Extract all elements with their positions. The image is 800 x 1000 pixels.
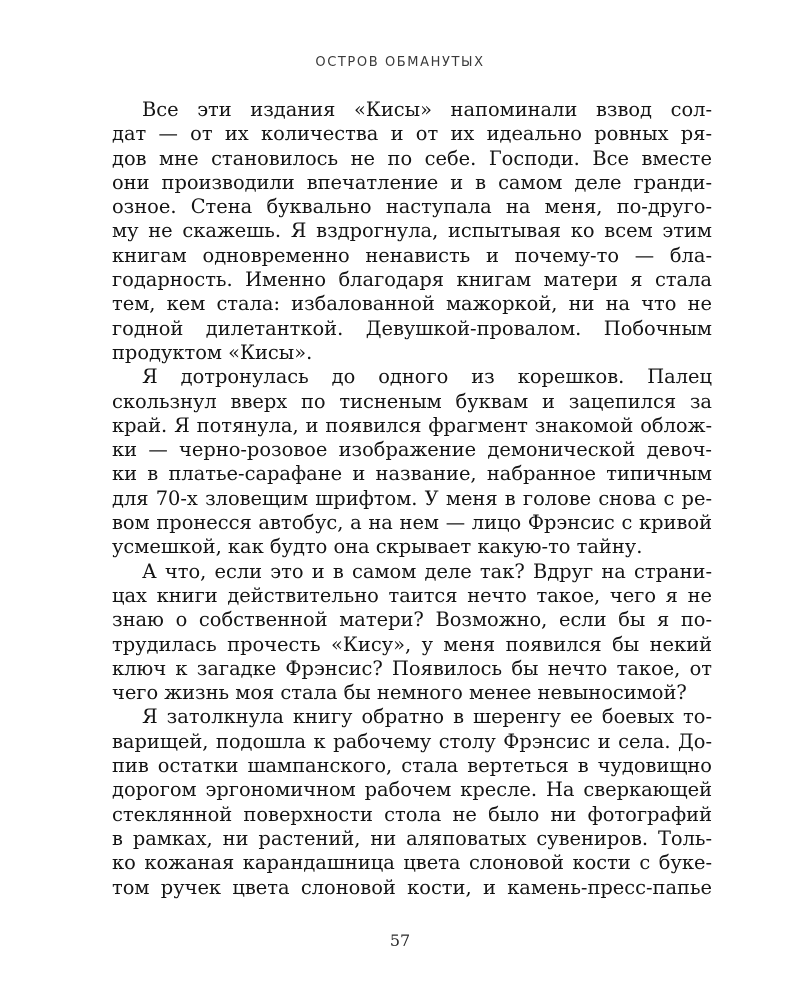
text-line: в рамках, ни растений, ни аляповатых сувениров. Толь- (112, 826, 712, 850)
text-line: усмешкой, как будто она скрывает какую-то тайну. (112, 535, 643, 559)
text-line: для 70-х зловещим шрифтом. У меня в голове снова с ре- (112, 486, 712, 510)
text-line: варищей, подошла к рабочему столу Фрэнсис и села. До- (112, 729, 712, 753)
text-line: Все эти издания «Кисы» напоминали взвод сол- (142, 98, 712, 121)
body-text (112, 98, 712, 900)
text-line: озное. Стена буквально наступала на меня, по-друго- (112, 195, 712, 219)
text-line: скользнул вверх по тисненым буквам и зацепился за (112, 389, 712, 413)
text-line: пив остатки шампанского, стала вертеться в чудовищно (112, 754, 712, 778)
text-line: трудилась прочесть «Кису», у меня появился бы некий (112, 632, 712, 656)
text-line: Я затолкнула книгу обратно в шеренгу ее боевых то- (142, 705, 712, 729)
text-line: книгам одновременно ненависть и почему-то — бла- (112, 243, 712, 267)
text-line: край. Я потянула, и появился фрагмент знакомой облож- (112, 413, 712, 437)
text-line: ки — черно-розовое изображение демонической девоч- (112, 438, 712, 462)
text-line: ко кожаная карандашница цвета слоновой кости с буке- (112, 851, 712, 875)
text-line: знаю о собственной матери? Возможно, если бы я по- (112, 608, 712, 632)
text-line: стеклянной поверхности стола не было ни фотографий (112, 802, 712, 826)
text-line: дат — от их количества и от их идеально ровных ря- (112, 122, 712, 146)
text-line: дорогом эргономичном рабочем кресле. На сверкающей (112, 778, 712, 802)
text-line: му не скажешь. Я вздрогнула, испытывая ко всем этим (112, 219, 712, 243)
text-line: Я дотронулась до одного из корешков. Палец (142, 365, 712, 389)
text-line: вом пронесся автобус, а на нем — лицо Фрэнсис с кривой (112, 511, 712, 535)
text-line: годной дилетанткой. Девушкой-провалом. Побочным (112, 316, 712, 340)
text-line: ки в платье-сарафане и название, набранное типичным (112, 462, 712, 486)
text-line: чего жизнь моя стала бы немного менее невыносимой? (112, 681, 687, 705)
text-line: тем, кем стала: избалованной мажоркой, ни на что не (112, 292, 712, 316)
text-line: ключ к загадке Фрэнсис? Появилось бы нечто такое, от (112, 656, 712, 680)
text-line: они производили впечатление и в самом деле гранди- (112, 170, 712, 194)
text-line: том ручек цвета слоновой кости, и камень-пресс-папье (112, 875, 712, 899)
text-line: цах книги действительно таится нечто такое, чего я не (112, 583, 712, 607)
text-line: дов мне становилось не по себе. Господи. Все вместе (112, 146, 712, 170)
page-number: 57 (389, 931, 411, 950)
text-line: продуктом «Кисы». (112, 340, 313, 364)
text-line: годарность. Именно благодаря книгам матери я стала (112, 268, 712, 292)
running-title: ОСТРОВ ОБМАНУТЫХ (315, 55, 485, 70)
text-line: А что, если это и в самом деле так? Вдруг на страни- (142, 559, 712, 583)
